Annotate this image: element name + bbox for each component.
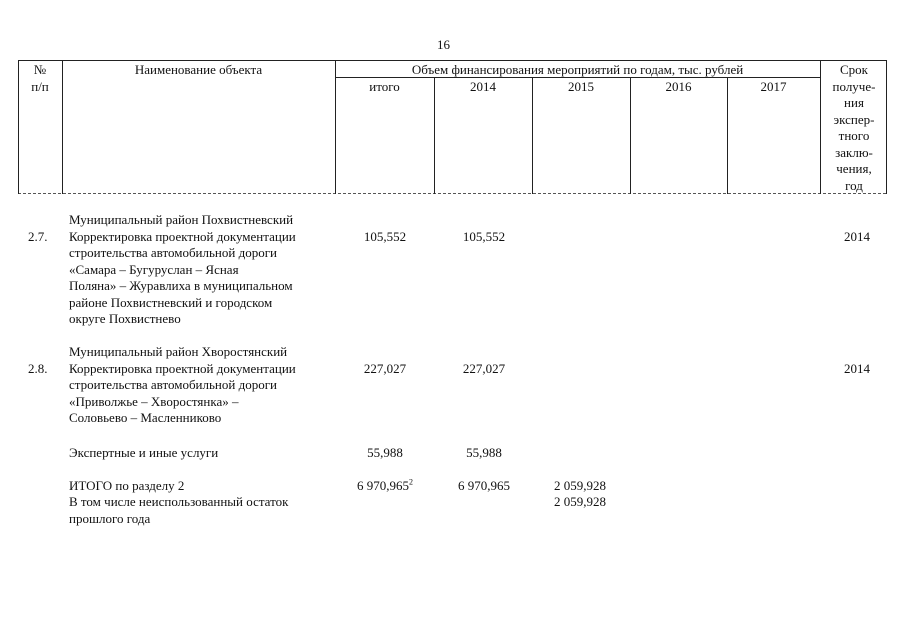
row-name-line: Муниципальный район Хворостянский: [69, 344, 288, 359]
row-name-line: Корректировка проектной документации: [69, 228, 296, 244]
footnote-marker: 2: [409, 477, 413, 487]
row-number: 2.7.: [28, 229, 48, 244]
row-2015: 2 059,928: [554, 494, 606, 509]
header-year-2017: 2017: [760, 79, 787, 94]
header-term-line: экспер-: [833, 111, 875, 127]
row-2015: 2 059,928: [554, 478, 606, 493]
row-object-name: [69, 344, 339, 427]
header-term: [823, 62, 885, 194]
row-object-name: Экспертные и иные услуги: [69, 445, 219, 460]
header-num-line1: №: [33, 62, 47, 77]
row-name-line: Муниципальный район Похвистневский: [69, 212, 294, 227]
row-name-line: прошлого года: [69, 510, 151, 526]
row-name-line: Корректировка проектной документации: [69, 360, 296, 376]
row-object-name: ИТОГО по разделу 2: [69, 478, 185, 493]
row-object-name: [69, 212, 339, 328]
page-number: 16: [437, 37, 450, 52]
header-term-line: ния: [844, 95, 864, 110]
header-term-line: Срок: [840, 62, 868, 77]
row-object-name: [69, 494, 339, 527]
row-expert-year: 2014: [844, 229, 870, 244]
row-expert-year: 2014: [844, 361, 870, 376]
header-year-2015: 2015: [568, 79, 594, 94]
row-name-line: строительства автомобильной дороги: [69, 377, 277, 392]
row-name-line: Соловьево – Масленниково: [69, 410, 222, 425]
header-term-line: чения,: [836, 161, 872, 176]
row-total-value: 6 970,965: [357, 478, 409, 493]
row-2014: 105,552: [462, 229, 506, 244]
row-name-line: районе Похвистневский и городском: [69, 294, 273, 310]
row-total: 227,027: [363, 361, 407, 376]
row-name-line: «Самара – Бугуруслан – Ясная: [69, 261, 239, 277]
header-term-line: год: [845, 177, 863, 193]
row-2014: 6 970,965: [458, 478, 510, 493]
table-top-border: [18, 60, 886, 61]
header-term-line: заклю-: [835, 144, 873, 160]
column-divider: [62, 60, 63, 194]
header-bottom-line: [18, 193, 886, 194]
header-term-line: тного: [838, 128, 870, 143]
header-object-name: Наименование объекта: [134, 62, 263, 77]
header-term-line: получе-: [832, 78, 876, 94]
row-name-line: округе Похвистнево: [69, 311, 181, 326]
header-year-2016: 2016: [665, 79, 692, 94]
column-divider: [886, 60, 887, 194]
row-total: [340, 478, 430, 494]
row-name-line: строительства автомобильной дороги: [69, 245, 277, 260]
row-name-line: «Приволжье – Хворостянка» –: [69, 393, 239, 409]
row-total: 55,988: [367, 445, 403, 460]
row-name-line: Поляна» – Журавлиха в муниципальном: [69, 278, 293, 293]
header-year-total: итого: [369, 79, 400, 94]
column-divider: [820, 60, 821, 194]
row-2014: 227,027: [462, 361, 506, 376]
header-year-2014: 2014: [470, 79, 496, 94]
row-2014: 55,988: [466, 445, 502, 460]
row-total: 105,552: [363, 229, 407, 244]
row-name-line: В том числе неиспользованный остаток: [69, 494, 289, 509]
header-funding: Объем финансирования мероприятий по годам, тыс. рублей: [411, 62, 744, 77]
header-num-line2: п/п: [31, 79, 49, 94]
row-number: 2.8.: [28, 361, 48, 376]
